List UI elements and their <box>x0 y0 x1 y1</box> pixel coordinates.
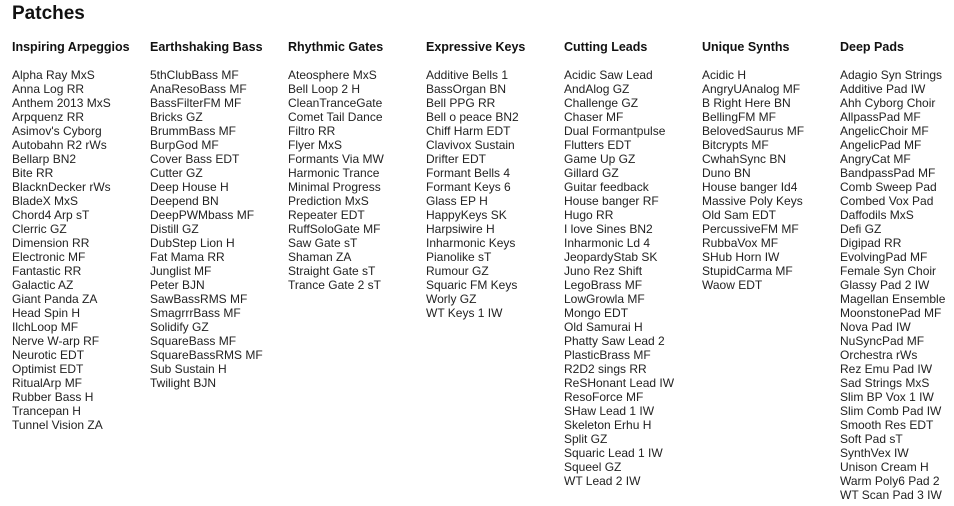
category-column-inspiring-arpeggios <box>12 40 148 432</box>
patch-item[interactable]: BelovedSaurus MF <box>702 124 805 138</box>
patch-item[interactable]: JeopardyStab SK <box>564 250 658 264</box>
patch-item[interactable]: DubStep Lion H <box>150 236 235 250</box>
patch-item[interactable]: AnaResoBass MF <box>150 82 247 96</box>
patch-item[interactable]: BlacknDecker rWs <box>12 180 111 194</box>
patch-item[interactable]: WT Scan Pad 3 IW <box>840 488 942 502</box>
patch-item[interactable]: Sad Strings MxS <box>840 376 930 390</box>
patch-item[interactable]: Dual Formantpulse <box>564 124 666 138</box>
patch-item[interactable]: SquareBassRMS MF <box>150 348 263 362</box>
patch-list <box>150 68 263 390</box>
patch-item[interactable]: CwhahSync BN <box>702 152 787 166</box>
patch-item[interactable]: Shaman ZA <box>288 250 352 264</box>
patch-item[interactable]: Old Sam EDT <box>702 208 777 222</box>
patch-item[interactable]: Juno Rez Shift <box>564 264 643 278</box>
patch-item[interactable]: Formant Keys 6 <box>426 180 511 194</box>
patch-item[interactable]: Optimist EDT <box>12 362 84 376</box>
patch-item[interactable]: AngelicChoir MF <box>840 124 929 138</box>
patch-item[interactable]: Waow EDT <box>702 278 763 292</box>
patch-item[interactable]: RubbaVox MF <box>702 236 779 250</box>
patch-item[interactable]: Deep House H <box>150 180 229 194</box>
patch-item[interactable]: RitualArp MF <box>12 376 83 390</box>
patch-item[interactable]: Alpha Ray MxS <box>12 68 95 82</box>
patch-list <box>12 68 111 432</box>
category-column-unique-synths <box>702 40 838 292</box>
patch-item[interactable]: Filtro RR <box>288 124 336 138</box>
patch-item[interactable]: Daffodils MxS <box>840 208 914 222</box>
patch-item[interactable]: Galactic AZ <box>12 278 74 292</box>
patch-item[interactable]: Worly GZ <box>426 292 477 306</box>
patch-item[interactable]: AngryUAnalog MF <box>702 82 801 96</box>
patch-item[interactable]: Neurotic EDT <box>12 348 85 362</box>
patch-item[interactable]: Cutter GZ <box>150 166 203 180</box>
patch-item[interactable]: Adagio Syn Strings <box>840 68 943 82</box>
patch-item[interactable]: Orchestra rWs <box>840 348 918 362</box>
patch-item[interactable]: RuffSoloGate MF <box>288 222 381 236</box>
patch-item[interactable]: Harmonic Trance <box>288 166 380 180</box>
category-header: Earthshaking Bass <box>150 40 263 54</box>
patch-item[interactable]: IlchLoop MF <box>12 320 79 334</box>
patch-item[interactable]: 5thClubBass MF <box>150 68 239 82</box>
patch-item[interactable]: Cover Bass EDT <box>150 152 240 166</box>
patch-item[interactable]: Rez Emu Pad IW <box>840 362 933 376</box>
patch-item[interactable]: Acidic Saw Lead <box>564 68 653 82</box>
patch-item[interactable]: Massive Poly Keys <box>702 194 803 208</box>
patch-item[interactable]: Tunnel Vision ZA <box>12 418 103 432</box>
patch-item[interactable]: Magellan Ensemble <box>840 292 946 306</box>
patch-item[interactable]: CleanTranceGate <box>288 96 383 110</box>
patch-item[interactable]: DeepPWMbass MF <box>150 208 255 222</box>
patch-item[interactable]: Chaser MF <box>564 110 624 124</box>
patch-item[interactable]: Dimension RR <box>12 236 90 250</box>
patch-item[interactable]: Warm Poly6 Pad 2 <box>840 474 940 488</box>
patch-item[interactable]: Inharmonic Keys <box>426 236 516 250</box>
patch-item[interactable]: Minimal Progress <box>288 180 381 194</box>
patch-item[interactable]: Nerve W-arp RF <box>12 334 100 348</box>
patch-item[interactable]: Phatty Saw Lead 2 <box>564 334 665 348</box>
patch-item[interactable]: Digipad RR <box>840 236 902 250</box>
patch-item[interactable]: Skeleton Erhu H <box>564 418 652 432</box>
patch-item[interactable]: Clerric GZ <box>12 222 67 236</box>
patch-item[interactable]: SawBassRMS MF <box>150 292 248 306</box>
patch-item[interactable]: Ateosphere MxS <box>288 68 377 82</box>
page-title: Patches <box>12 3 85 24</box>
patch-item[interactable]: SquareBass MF <box>150 334 237 348</box>
patch-item[interactable]: Squaric Lead 1 IW <box>564 446 663 460</box>
patch-item[interactable]: Combed Vox Pad <box>840 194 934 208</box>
patch-item[interactable]: Smooth Res EDT <box>840 418 934 432</box>
patch-item[interactable]: WT Lead 2 IW <box>564 474 641 488</box>
patch-item[interactable]: Fantastic RR <box>12 264 82 278</box>
patch-item[interactable]: Bricks GZ <box>150 110 203 124</box>
patch-item[interactable]: StupidCarma MF <box>702 264 793 278</box>
patch-item[interactable]: House banger RF <box>564 194 659 208</box>
patch-item[interactable]: BrummBass MF <box>150 124 237 138</box>
patch-item[interactable]: Ahh Cyborg Choir <box>840 96 936 110</box>
patch-item[interactable]: Unison Cream H <box>840 460 929 474</box>
patch-item[interactable]: Giant Panda ZA <box>12 292 98 306</box>
patch-item[interactable]: Hugo RR <box>564 208 614 222</box>
patch-item[interactable]: BurpGod MF <box>150 138 219 152</box>
patch-item[interactable]: Clavivox Sustain <box>426 138 515 152</box>
patch-item[interactable]: R2D2 sings RR <box>564 362 647 376</box>
patch-item[interactable]: Straight Gate sT <box>288 264 376 278</box>
patch-item[interactable]: Arpquenz RR <box>12 110 85 124</box>
category-column-cutting-leads <box>564 40 700 488</box>
patch-item[interactable]: Flyer MxS <box>288 138 342 152</box>
patch-item[interactable]: Split GZ <box>564 432 608 446</box>
patch-item[interactable]: SmagrrrBass MF <box>150 306 241 320</box>
patch-item[interactable]: Autobahn R2 rWs <box>12 138 107 152</box>
patch-item[interactable]: AllpassPad MF <box>840 110 921 124</box>
patch-item[interactable]: ResoForce MF <box>564 390 644 404</box>
patch-item[interactable]: Twilight BJN <box>150 376 217 390</box>
patch-item[interactable]: Glass EP H <box>426 194 488 208</box>
patch-item[interactable]: Slim Comb Pad IW <box>840 404 942 418</box>
patch-item[interactable]: Mongo EDT <box>564 306 629 320</box>
patch-item[interactable]: Fat Mama RR <box>150 250 225 264</box>
patch-item[interactable]: AngryCat MF <box>840 152 911 166</box>
patch-item[interactable]: Acidic H <box>702 68 747 82</box>
patch-item[interactable]: Electronic MF <box>12 250 86 264</box>
patch-item[interactable]: Bell o peace BN2 <box>426 110 519 124</box>
patch-item[interactable]: AndAlog GZ <box>564 82 630 96</box>
patch-item[interactable]: Soft Pad sT <box>840 432 903 446</box>
patch-item[interactable]: Asimov's Cyborg <box>12 124 102 138</box>
patch-item[interactable]: Bite RR <box>12 166 54 180</box>
patch-item[interactable]: Squeel GZ <box>564 460 622 474</box>
patch-item[interactable]: Rumour GZ <box>426 264 489 278</box>
patch-item[interactable]: Duno BN <box>702 166 751 180</box>
patch-item[interactable]: Nova Pad IW <box>840 320 911 334</box>
patch-item[interactable]: Formants Via MW <box>288 152 384 166</box>
category-column-earthshaking-bass <box>150 40 286 390</box>
patch-item[interactable]: Flutters EDT <box>564 138 632 152</box>
patch-item[interactable]: HappyKeys SK <box>426 208 507 222</box>
patch-item[interactable]: Sub Sustain H <box>150 362 227 376</box>
patch-item[interactable]: LegoBrass MF <box>564 278 643 292</box>
patch-item[interactable]: BellingFM MF <box>702 110 777 124</box>
patch-item[interactable]: Bitcrypts MF <box>702 138 769 152</box>
patch-item[interactable]: Squaric FM Keys <box>426 278 518 292</box>
patch-item[interactable]: Saw Gate sT <box>288 236 358 250</box>
patch-item[interactable]: SynthVex IW <box>840 446 909 460</box>
category-column-expressive-keys <box>426 40 562 320</box>
patch-list <box>564 68 674 488</box>
category-column-rhythmic-gates <box>288 40 424 292</box>
patch-item[interactable]: Chord4 Arp sT <box>12 208 90 222</box>
category-column-deep-pads <box>840 40 954 502</box>
patch-item[interactable]: Trancepan H <box>12 404 81 418</box>
patch-item[interactable]: Additive Bells 1 <box>426 68 509 82</box>
patch-item[interactable]: Defi GZ <box>840 222 882 236</box>
patch-item[interactable]: I love Sines BN2 <box>564 222 653 236</box>
patch-item[interactable]: LowGrowla MF <box>564 292 645 306</box>
patch-item[interactable]: Comb Sweep Pad <box>840 180 937 194</box>
patch-item[interactable]: Harpsiwire H <box>426 222 495 236</box>
patch-item[interactable]: Comet Tail Dance <box>288 110 383 124</box>
patch-item[interactable]: SHaw Lead 1 IW <box>564 404 655 418</box>
patch-item[interactable]: Guitar feedback <box>564 180 649 194</box>
patch-item[interactable]: Rubber Bass H <box>12 390 94 404</box>
patch-item[interactable]: Gillard GZ <box>564 166 619 180</box>
patch-item[interactable]: Bell Loop 2 H <box>288 82 361 96</box>
patch-item[interactable]: Anthem 2013 MxS <box>12 96 111 110</box>
patch-item[interactable]: BladeX MxS <box>12 194 79 208</box>
patch-item[interactable]: Distill GZ <box>150 222 199 236</box>
category-header: Inspiring Arpeggios <box>12 40 130 54</box>
patch-list <box>702 68 804 292</box>
patch-item[interactable]: MoonstonePad MF <box>840 306 942 320</box>
patch-item[interactable]: Chiff Harm EDT <box>426 124 511 138</box>
patch-item[interactable]: Inharmonic Ld 4 <box>564 236 651 250</box>
patch-item[interactable]: Anna Log RR <box>12 82 85 96</box>
patch-item[interactable]: Bellarp BN2 <box>12 152 77 166</box>
patch-item[interactable]: Head Spin H <box>12 306 81 320</box>
patch-item[interactable]: Additive Pad IW <box>840 82 926 96</box>
patch-item[interactable]: Prediction MxS <box>288 194 369 208</box>
category-header: Deep Pads <box>840 40 904 54</box>
patch-item[interactable]: BandpassPad MF <box>840 166 936 180</box>
patch-item[interactable]: Repeater EDT <box>288 208 365 222</box>
patch-item[interactable]: Game Up GZ <box>564 152 636 166</box>
patch-item[interactable]: Pianolike sT <box>426 250 492 264</box>
category-header: Unique Synths <box>702 40 790 54</box>
category-header: Rhythmic Gates <box>288 40 384 54</box>
patch-item[interactable]: BassFilterFM MF <box>150 96 242 110</box>
patch-item[interactable]: Glassy Pad 2 IW <box>840 278 930 292</box>
patch-item[interactable]: EvolvingPad MF <box>840 250 928 264</box>
patch-item[interactable]: Slim BP Vox 1 IW <box>840 390 934 404</box>
patch-item[interactable]: Solidify GZ <box>150 320 209 334</box>
patch-item[interactable]: Deepend BN <box>150 194 219 208</box>
patch-item[interactable]: Formant Bells 4 <box>426 166 511 180</box>
patch-list <box>426 68 519 320</box>
category-header: Expressive Keys <box>426 40 526 54</box>
category-header: Cutting Leads <box>564 40 648 54</box>
patch-item[interactable]: B Right Here BN <box>702 96 791 110</box>
patch-item[interactable]: WT Keys 1 IW <box>426 306 503 320</box>
patch-list <box>288 68 384 292</box>
patch-item[interactable]: Trance Gate 2 sT <box>288 278 381 292</box>
patch-item[interactable]: PlasticBrass MF <box>564 348 651 362</box>
patch-item[interactable]: House banger Id4 <box>702 180 798 194</box>
patch-item[interactable]: AngelicPad MF <box>840 138 922 152</box>
patch-item[interactable]: PercussiveFM MF <box>702 222 799 236</box>
patch-item[interactable]: BassOrgan BN <box>426 82 507 96</box>
patch-item[interactable]: Challenge GZ <box>564 96 639 110</box>
patch-item[interactable]: SHub Horn IW <box>702 250 780 264</box>
patch-item[interactable]: ReSHonant Lead IW <box>564 376 675 390</box>
patch-item[interactable]: Female Syn Choir <box>840 264 937 278</box>
patch-list <box>840 68 945 502</box>
patch-item[interactable]: Drifter EDT <box>426 152 486 166</box>
patch-item[interactable]: Old Samurai H <box>564 320 643 334</box>
patch-item[interactable]: Bell PPG RR <box>426 96 496 110</box>
patch-item[interactable]: NuSyncPad MF <box>840 334 925 348</box>
patch-item[interactable]: Peter BJN <box>150 278 205 292</box>
patch-item[interactable]: Junglist MF <box>150 264 212 278</box>
